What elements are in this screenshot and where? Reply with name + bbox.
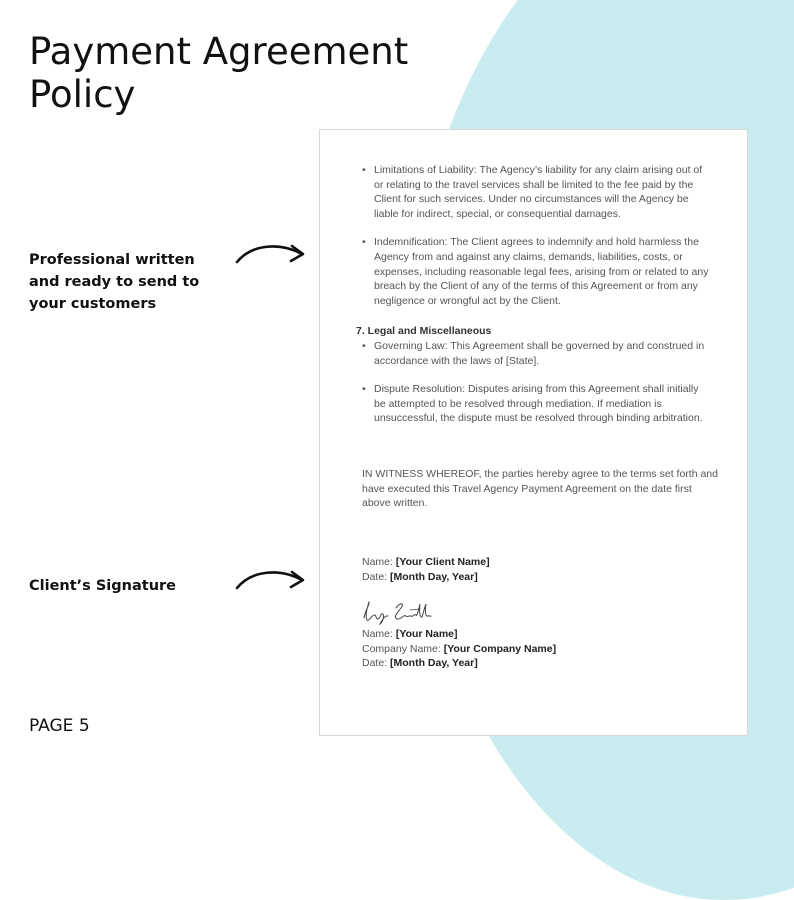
witness-statement: IN WITNESS WHEREOF, the parties hereby agree to the terms set forth and have executed this Travel Agency Payment Agreement on the date first above written. bbox=[362, 468, 718, 510]
handwritten-signature bbox=[360, 598, 432, 626]
curved-arrow-right-icon bbox=[234, 566, 308, 592]
page-title-line-2: Policy bbox=[29, 73, 136, 116]
client-date-label: Date: bbox=[362, 570, 391, 583]
list-item-governing-law: • Governing Law: This Agreement shall be governed by and construed in accordance with the laws of [State]. bbox=[362, 339, 712, 368]
liability-list bbox=[362, 163, 712, 308]
client-date-value: [Month Day, Year] bbox=[390, 570, 478, 583]
list-item-dispute-resolution: • Dispute Resolution: Disputes arising from this Agreement shall initially be attempted to be resolved through mediation. If mediation is unsuccessful, the dispute must be resolved through binding arbitration. bbox=[362, 382, 712, 426]
page-number-label: PAGE 5 bbox=[29, 716, 90, 736]
curved-arrow-right-icon bbox=[234, 240, 308, 266]
list-item-indemnification: • Indemnification: The Client agrees to indemnify and hold harmless the Agency from and against any claims, demands, liabilities, costs, or expenses, including reasonable legal fees, arising from or related to any breach by the Client of any of the terms of this Agreement or from any negligence or wrongful act by the Client. bbox=[362, 235, 712, 308]
list-item-limitations-of-liability: • Limitations of Liability: The Agency’s liability for any claim arising out of or relating to the travel services shall be limited to the fee paid by the Client for such services. Under no circumstances will the Agency be liable for indirect, special, or consequential damages. bbox=[362, 163, 712, 221]
agency-name-line bbox=[362, 627, 722, 642]
legal-list bbox=[362, 339, 712, 426]
agency-date-value: [Month Day, Year] bbox=[390, 657, 478, 670]
client-name-label: Name: bbox=[362, 556, 396, 568]
client-name-value: [Your Client Name] bbox=[395, 556, 490, 568]
agency-company-value: [Your Company Name] bbox=[443, 642, 557, 655]
client-date-line bbox=[362, 570, 722, 585]
agency-date-line bbox=[362, 656, 722, 671]
client-name-line bbox=[362, 555, 722, 570]
feature-callout-signature: Client’s Signature bbox=[29, 578, 176, 594]
page-title bbox=[29, 30, 408, 116]
agency-name-label: Name: bbox=[362, 628, 396, 640]
document-preview-page bbox=[319, 129, 748, 736]
agency-company-label: Company Name: bbox=[362, 642, 444, 655]
client-signature-block bbox=[362, 555, 722, 584]
feature-callout-professional: Professional written and ready to send to your customers bbox=[29, 252, 200, 312]
section-heading-legal: 7. Legal and Miscellaneous bbox=[356, 325, 492, 337]
agency-signature-block bbox=[362, 627, 722, 671]
page-title-line-1: Payment Agreement bbox=[29, 30, 409, 73]
agency-date-label: Date: bbox=[362, 657, 391, 670]
agency-company-line bbox=[362, 642, 722, 657]
agency-name-value: [Your Name] bbox=[395, 628, 458, 640]
